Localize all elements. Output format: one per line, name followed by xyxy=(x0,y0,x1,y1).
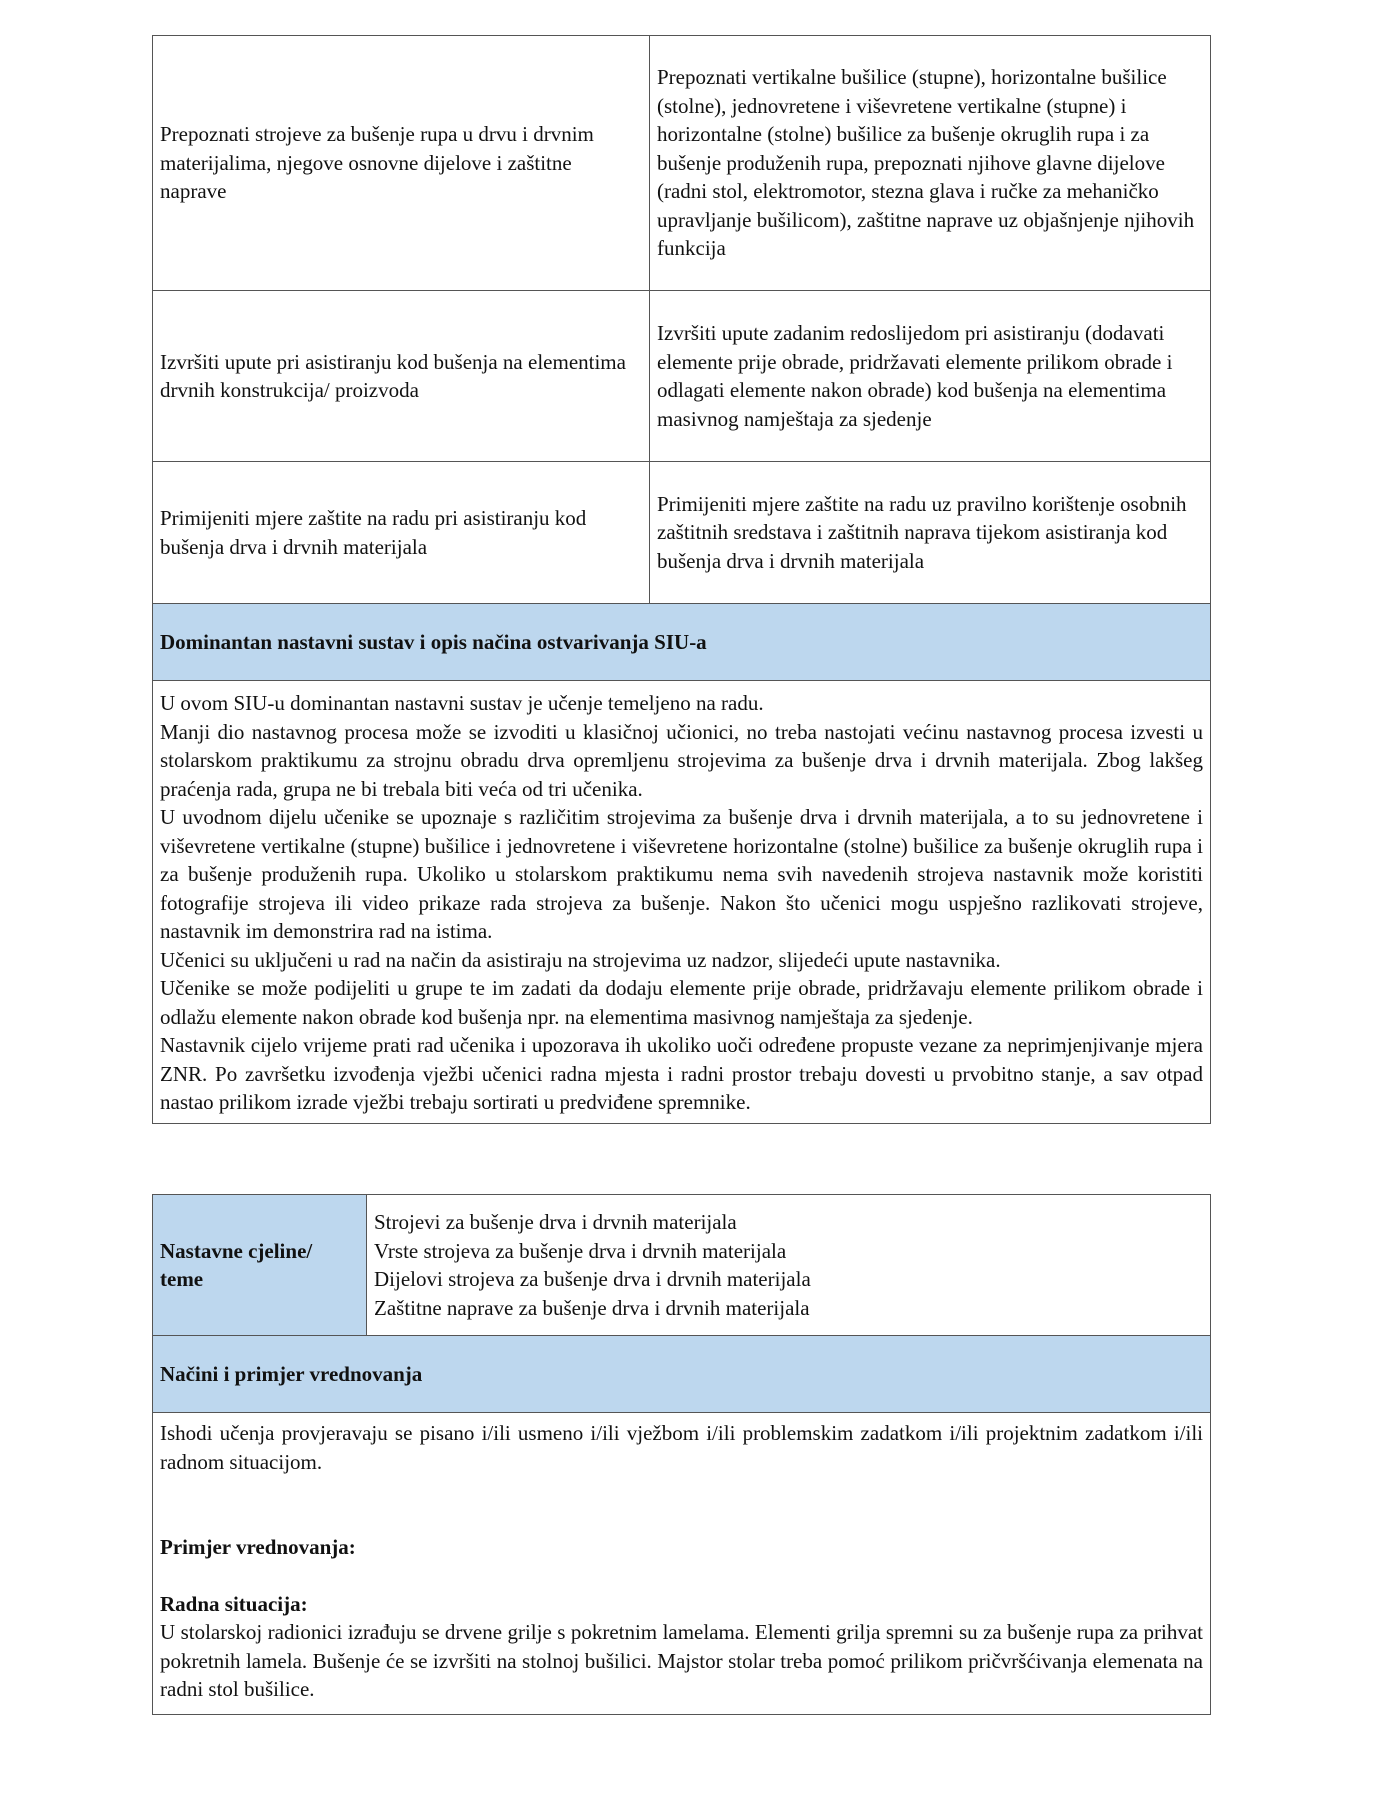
outcome-cell: Primijeniti mjere zaštite na radu pri asistiranju kod bušenja drva i drvnih materijala xyxy=(153,462,650,604)
teaching-system-heading: Dominantan nastavni sustav i opis načina ostvarivanja SIU-a xyxy=(153,604,1211,681)
spacer xyxy=(160,1562,1203,1590)
teaching-system-description-row xyxy=(153,681,1211,1124)
evaluation-header-row xyxy=(153,1336,1211,1413)
topics-list xyxy=(367,1195,1211,1336)
teaching-system-header-row xyxy=(153,604,1211,681)
topic-item: Zaštitne naprave za bušenje drva i drvnih materijala xyxy=(374,1295,810,1320)
paragraph: Manji dio nastavnog procesa može se izvoditi u klasičnoj učionici, no treba nastojati većinu nastavnog procesa izvesti u stolarskom praktikumu za strojnu obradu drva opremljenu strojevima za bušenje drva i drvnih materijala. Zbog lakšeg praćenja rada, grupa ne bi trebala biti veća od tri učenika. xyxy=(160,719,1203,801)
topics-label: Nastavne cjeline/ teme xyxy=(153,1195,367,1336)
evaluation-heading: Načini i primjer vrednovanja xyxy=(153,1336,1211,1413)
outcome-cell: Izvršiti upute pri asistiranju kod bušenja na elementima drvnih konstrukcija/ proizvoda xyxy=(153,291,650,462)
evaluation-content xyxy=(153,1413,1211,1715)
paragraph: Nastavnik cijelo vrijeme prati rad učenika i upozorava ih ukoliko uoči određene propuste vezane za neprimjenjivanje mjera ZNR. Po završetku izvođenja vježbi učenici radna mjesta i radni prostor trebaju dovesti u prvobitno stanje, a sav otpad nastao prilikom izrade vježbi trebaju sortirati u predviđene spremnike. xyxy=(160,1033,1203,1114)
topics-row xyxy=(153,1195,1211,1336)
evaluation-intro: Ishodi učenja provjeravaju se pisano i/ili usmeno i/ili vježbom i/ili problemskim zadatkom i/ili projektnim zadatkom i/ili radnom situacijom. xyxy=(160,1421,1203,1474)
outcome-row xyxy=(153,36,1211,291)
situation-heading: Radna situacija: xyxy=(160,1591,308,1616)
paragraph: Učenike se može podijeliti u grupe te im zadati da dodaju elemente prije obrade, pridržavaju elemente prilikom obrade i odlažu elemente nakon obrade kod bušenja npr. na elementima masivnog namještaja za sjedenje. xyxy=(160,976,1203,1029)
topic-item: Strojevi za bušenje drva i drvnih materijala xyxy=(374,1210,737,1234)
topic-item: Dijelovi strojeva za bušenje drva i drvnih materijala xyxy=(374,1267,811,1291)
paragraph: Učenici su uključeni u rad na način da asistiraju na strojevima uz nadzor, slijedeći upute nastavnika. xyxy=(160,947,1001,972)
example-heading: Primjer vrednovanja: xyxy=(160,1535,356,1559)
spacer xyxy=(160,1476,1203,1533)
curriculum-table xyxy=(152,35,1211,1124)
evaluation-content-row xyxy=(153,1413,1211,1715)
situation-text: U stolarskoj radionici izrađuju se drvene grilje s pokretnim lamelama. Elementi grilja spremni su za bušenje rupa za prihvat pokretnih lamela. Bušenje će se izvršiti na stolnoj bušilici. Majstor stolar treba pomoć prilikom pričvršćivanja elemenata na radni stol bušilice. xyxy=(160,1620,1203,1701)
teaching-system-description xyxy=(153,681,1211,1124)
topic-item: Vrste strojeva za bušenje drva i drvnih materijala xyxy=(374,1238,787,1263)
topics-table xyxy=(152,1194,1211,1715)
paragraph: U uvodnom dijelu učenike se upoznaje s različitim strojevima za bušenje drva i drvnih materijala, a to su jednovretene i viševretene vertikalne (stupne) bušilice i jednovretene i viševretene horizontalne (stolne) bušilice za bušenje okruglih rupa i za bušenje produženih rupa. Ukoliko u stolarskom praktikumu nema svih navedenih strojeva nastavnik može koristiti fotografije strojeva ili video prikaze rada strojeva za bušenje. Nakon što učenici mogu uspješno razlikovati strojeve, nastavnik im demonstrira rad na istima. xyxy=(160,805,1203,943)
elaboration-cell: Prepoznati vertikalne bušilice (stupne), horizontalne bušilice (stolne), jednovretene i viševretene vertikalne (stupne) i horizontalne (stolne) bušilice za bušenje okruglih rupa i za bušenje produženih rupa, prepoznati njihove glavne dijelove (radni stol, elektromotor, stezna glava i ručke za mehaničko upravljanje bušilicom), zaštitne naprave uz objašnjenje njihovih funkcija xyxy=(650,36,1211,291)
outcome-row xyxy=(153,291,1211,462)
paragraph: U ovom SIU-u dominantan nastavni sustav je učenje temeljeno na radu. xyxy=(160,691,764,715)
elaboration-cell: Izvršiti upute zadanim redoslijedom pri asistiranju (dodavati elemente prije obrade, pridržavati elemente prilikom obrade i odlagati elemente nakon obrade) kod bušenja na elementima masivnog namještaja za sjedenje xyxy=(650,291,1211,462)
outcome-row xyxy=(153,462,1211,604)
outcome-cell: Prepoznati strojeve za bušenje rupa u drvu i drvnim materijalima, njegove osnovne dijelove i zaštitne naprave xyxy=(153,36,650,291)
elaboration-cell: Primijeniti mjere zaštite na radu uz pravilno korištenje osobnih zaštitnih sredstava i zaštitnih naprava tijekom asistiranja kod bušenja drva i drvnih materijala xyxy=(650,462,1211,604)
